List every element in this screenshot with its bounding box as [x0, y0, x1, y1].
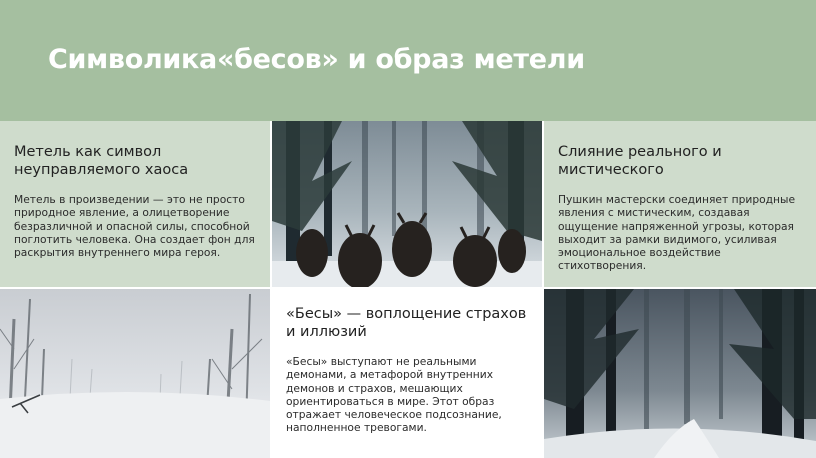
demons-forest-image [272, 121, 542, 287]
title-bar [0, 0, 816, 121]
card-mystic-heading: Слияние реального и мистического [558, 144, 722, 178]
card-mystic [544, 121, 816, 287]
card-chaos-heading: Метель как символ неуправляемого хаоса [14, 144, 189, 178]
dark-forest-image [544, 289, 816, 458]
card-demons-heading: «Бесы» — воплощение страхов и иллюзий [286, 306, 527, 340]
card-demons-body: «Бесы» выступают не реальными демонами, а метафорой внутренних демонов и страхов, мешающих ориентироваться в мире. Этот образ отражает человеческое подсознание, наполненное тревогами. [286, 355, 502, 435]
card-chaos [0, 121, 270, 287]
slide-title: Символика«бесов» и образ метели [48, 44, 585, 75]
demons-forest-picture [272, 121, 542, 287]
card-demons [272, 289, 542, 458]
blizzard-field-picture [0, 289, 270, 458]
blizzard-field-image [0, 289, 270, 458]
dark-forest-picture [544, 289, 816, 458]
card-chaos-body: Метель в произведении — это не просто природное явление, а олицетворение безразличной и опасной силы, способной поглотить человека. Она создает фон для раскрытия внутреннего мира героя. [14, 193, 255, 260]
card-mystic-body: Пушкин мастерски соединяет природные явления с мистическим, создавая ощущение напряженной угрозы, которая выходит за рамки видимого, усиливая эмоциональное воздействие стихотворения. [558, 193, 796, 273]
